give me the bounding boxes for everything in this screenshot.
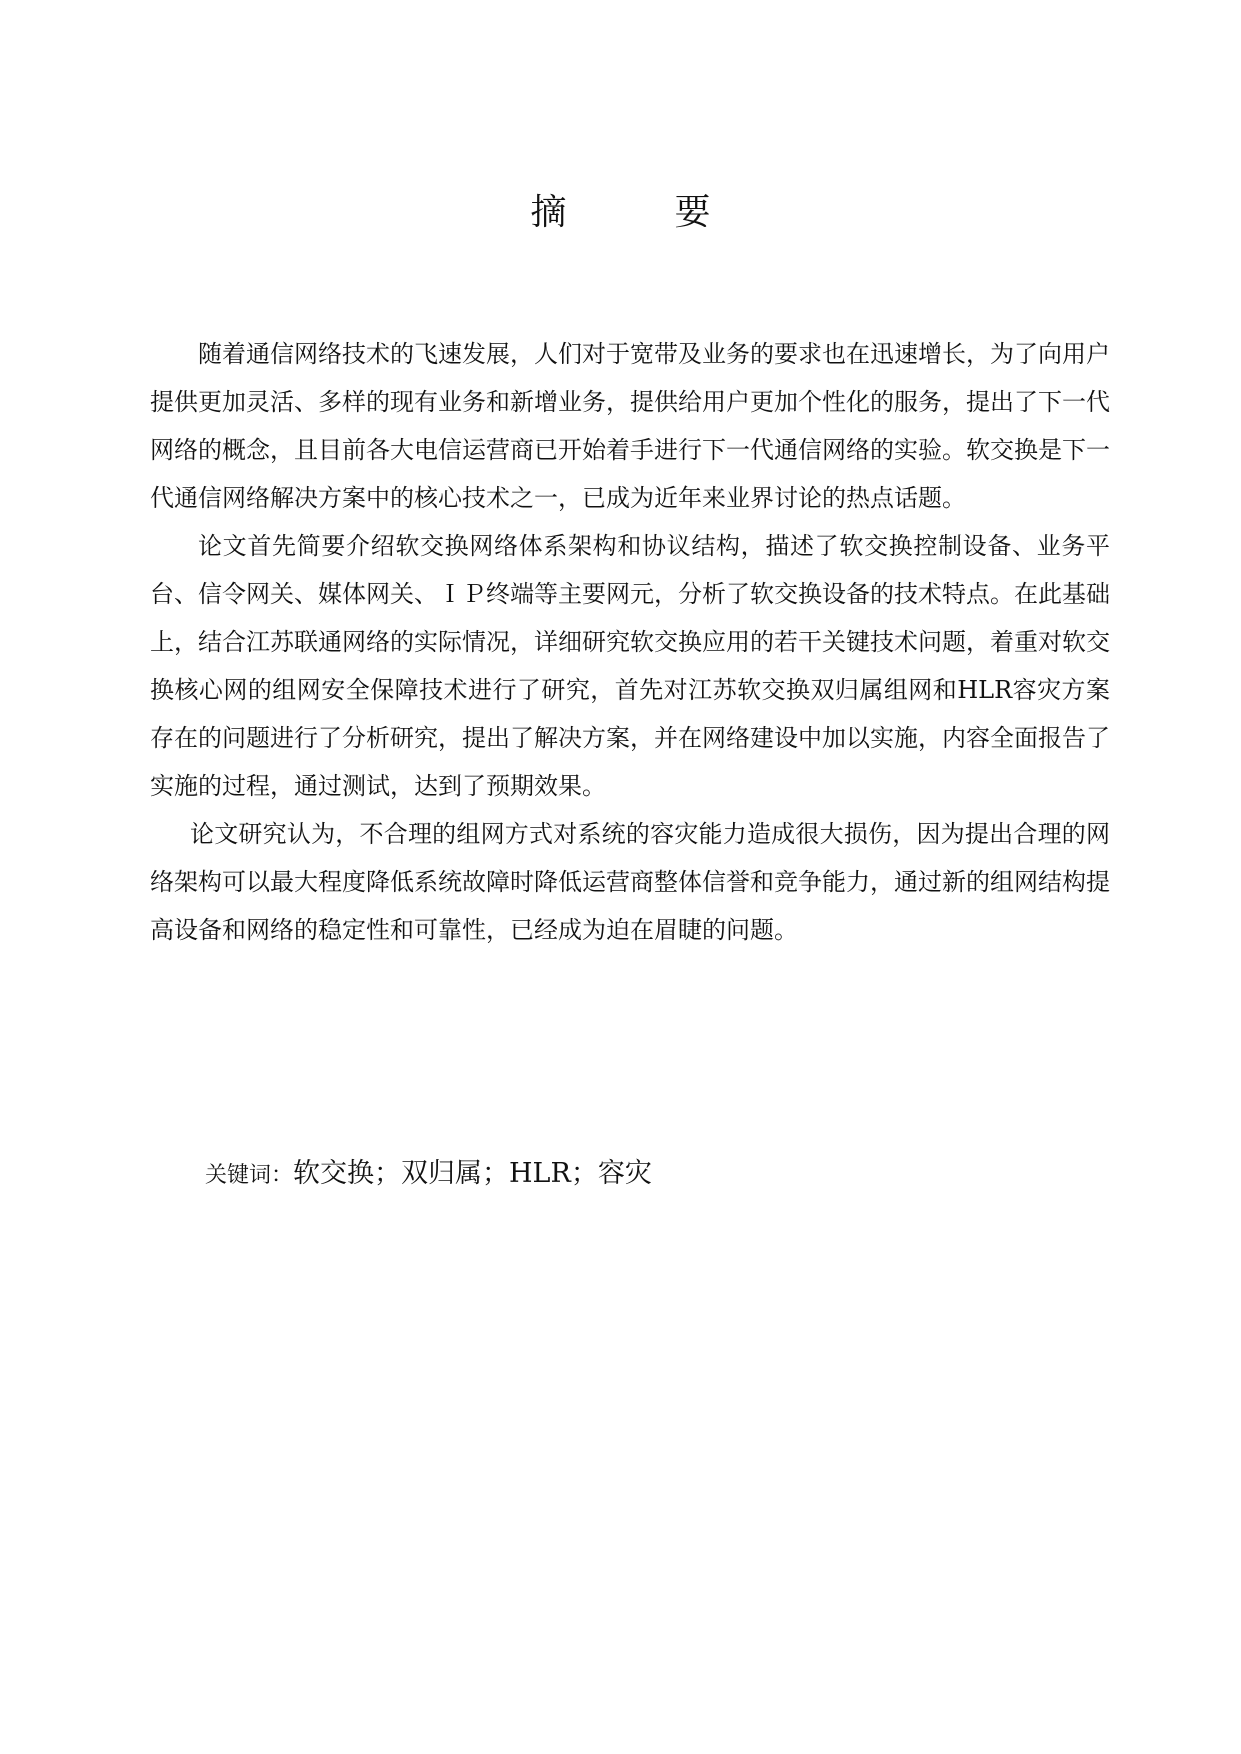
title-char-1: 摘 — [530, 192, 567, 233]
page-title — [0, 188, 1241, 238]
abstract-paragraph-3: 论文研究认为，不合理的组网方式对系统的容灾能力造成很大损伤，因为提出合理的网络架构可以最大程度降低系统故障时降低运营商整体信誉和竞争能力，通过新的组网结构提高设备和网络的稳定性和可靠性，已经成为迫在眉睫的问题。 — [150, 820, 1110, 944]
keywords-label: 关键词： — [205, 1163, 294, 1188]
abstract-body — [150, 330, 1110, 954]
keywords-text: 软交换；双归属；HLR；容灾 — [293, 1158, 652, 1189]
abstract-paragraph-1: 随着通信网络技术的飞速发展，人们对于宽带及业务的要求也在迅速增长，为了向用户提供更加灵活、多样的现有业务和新增业务，提供给用户更加个性化的服务，提出了下一代网络的概念，且目前各大电信运营商已开始着手进行下一代通信网络的实验。软交换是下一代通信网络解决方案中的核心技术之一，已成为近年来业界讨论的热点话题。 — [150, 340, 1110, 512]
keywords-line — [205, 1154, 652, 1196]
abstract-paragraph-2: 论文首先简要介绍软交换网络体系架构和协议结构，描述了软交换控制设备、业务平台、信令网关、媒体网关、ＩＰ终端等主要网元，分析了软交换设备的技术特点。在此基础上，结合江苏联通网络的实际情况，详细研究软交换应用的若干关键技术问题，着重对软交换核心网的组网安全保障技术进行了研究，首先对江苏软交换双归属组网和HLR容灾方案存在的问题进行了分析研究，提出了解决方案，并在网络建设中加以实施，内容全面报告了实施的过程，通过测试，达到了预期效果。 — [150, 532, 1110, 800]
title-char-2: 要 — [674, 192, 711, 233]
